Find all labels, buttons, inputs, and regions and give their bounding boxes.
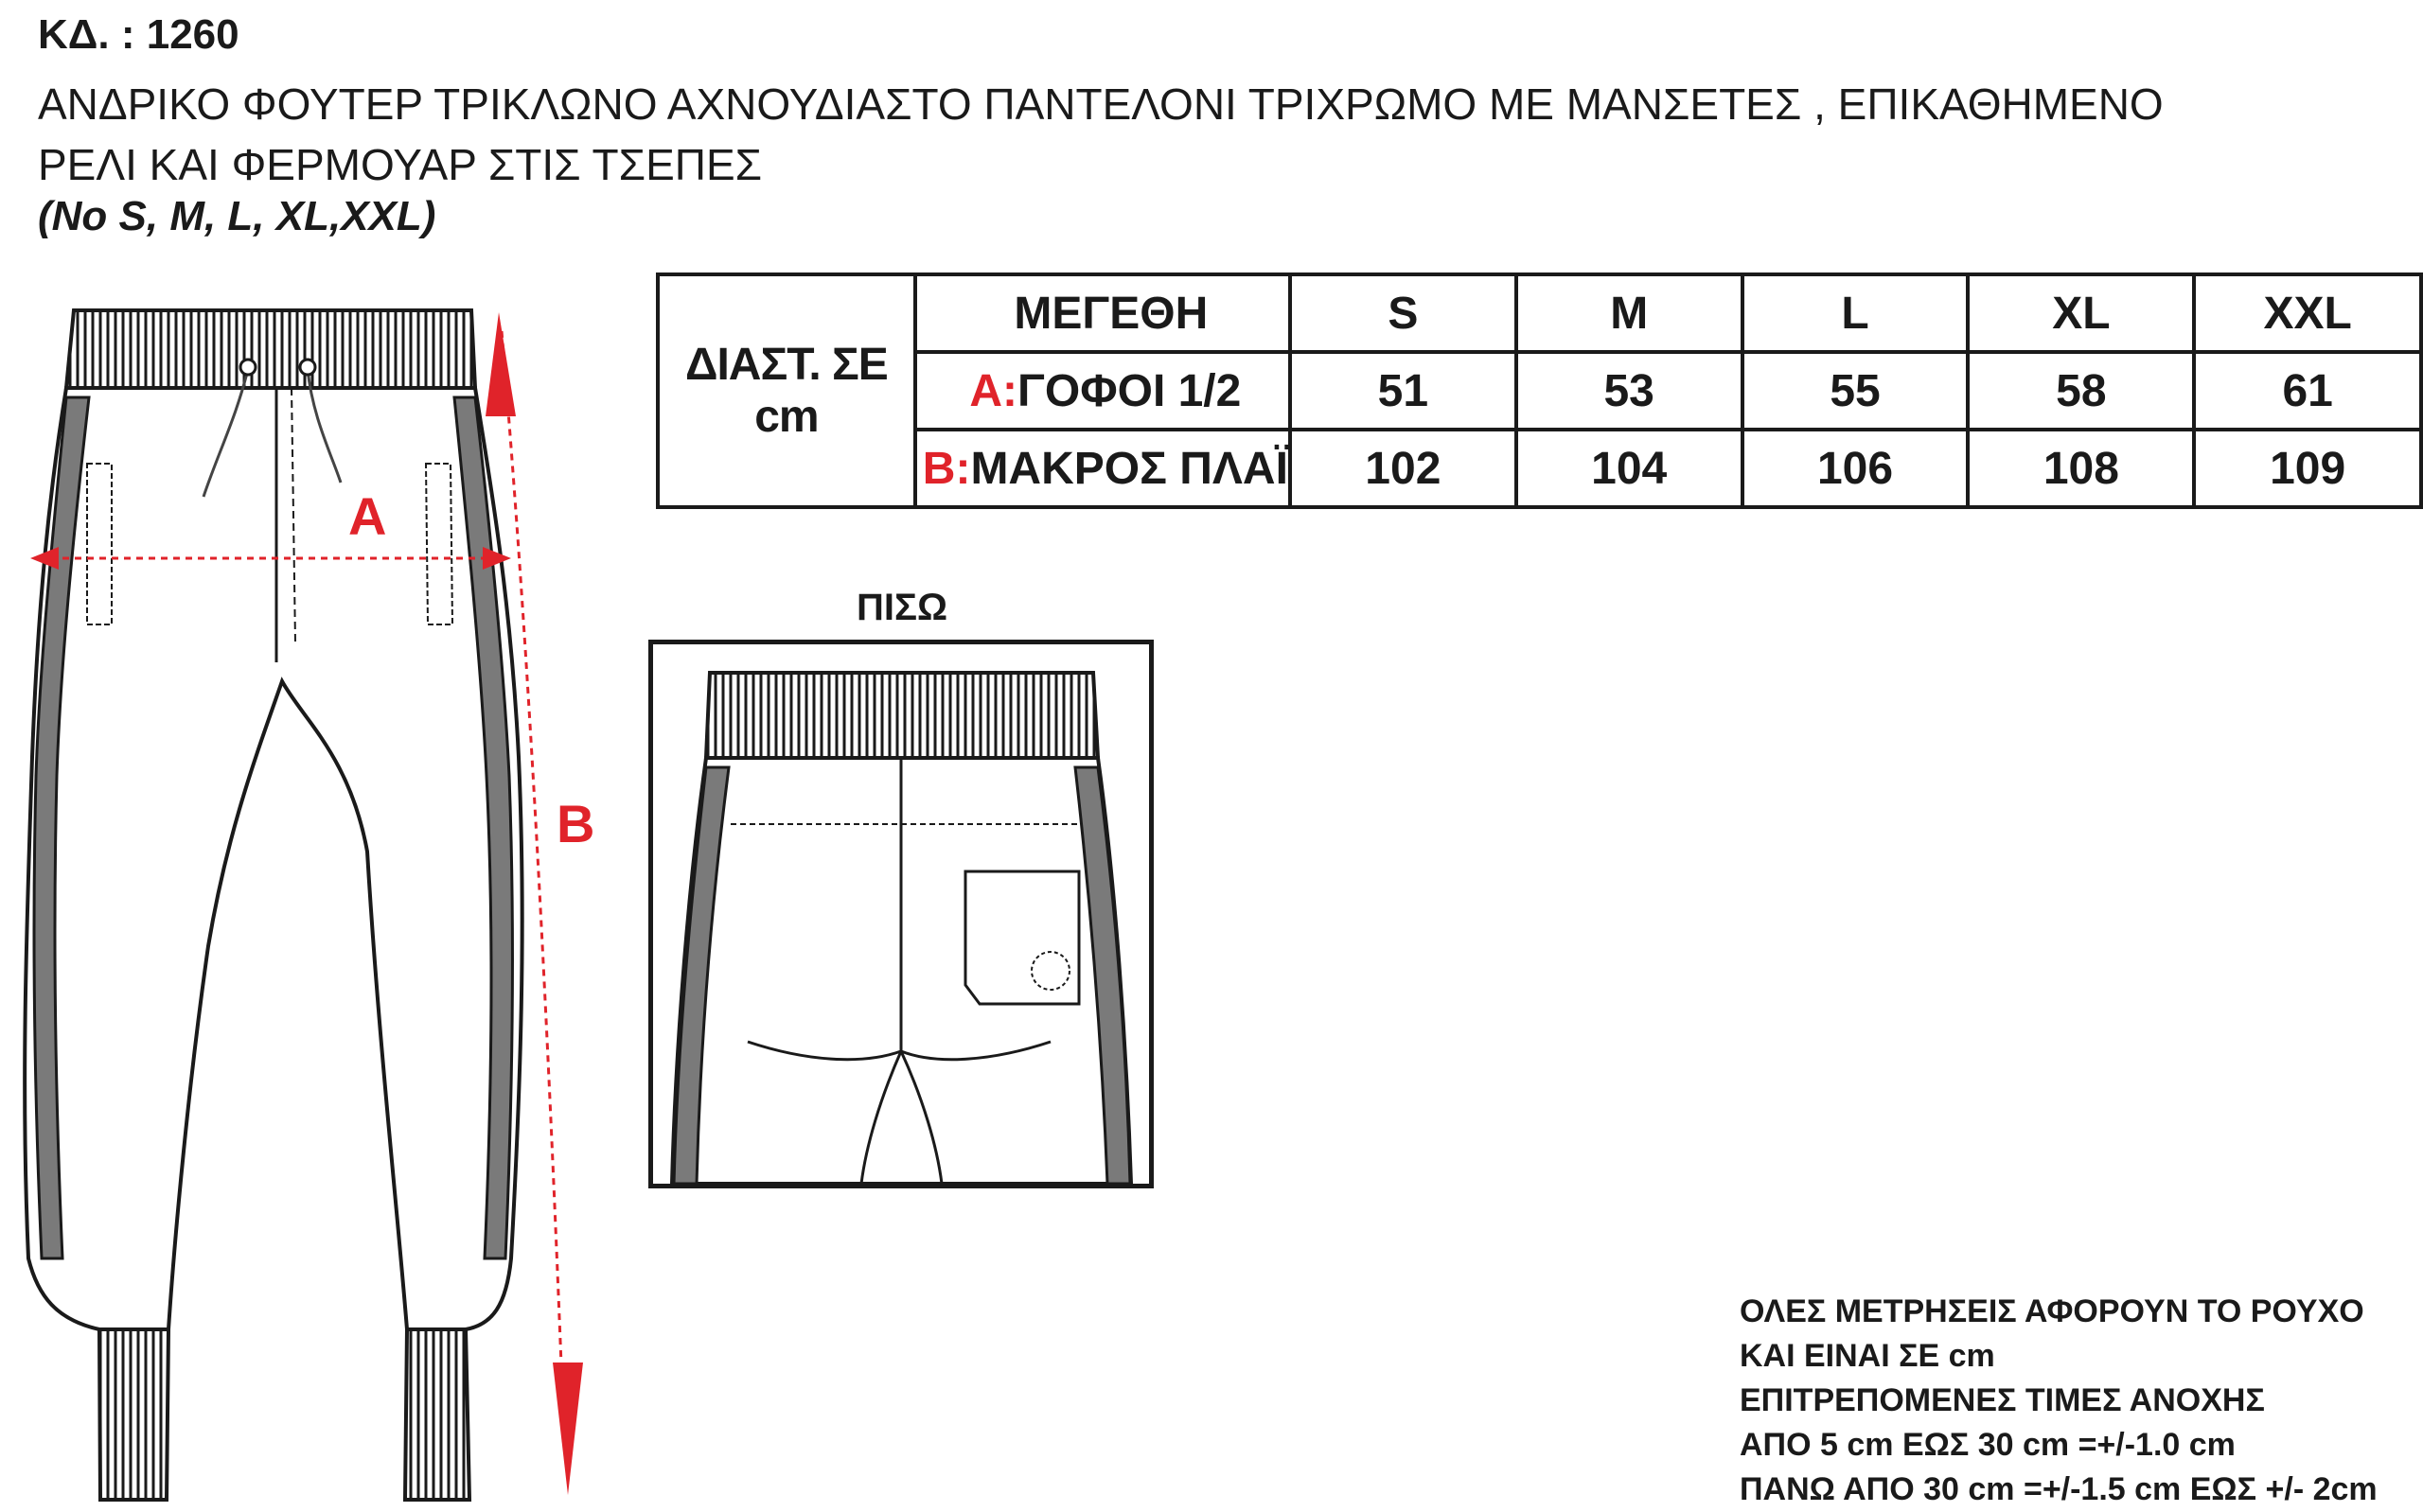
size-header-l: L <box>1742 274 1969 352</box>
size-header-s: S <box>1290 274 1516 352</box>
note-line: ΠΑΝΩ ΑΠΟ 30 cm =+/-1.5 cm ΕΩΣ +/- 2cm <box>1740 1471 2378 1507</box>
front-view-drawing <box>0 284 606 1512</box>
size-header-m: M <box>1516 274 1742 352</box>
back-view-drawing <box>653 644 1149 1184</box>
table-cell: 51 <box>1290 352 1516 430</box>
product-description: ΑΝΔΡΙΚΟ ΦΟΥΤΕΡ ΤΡΙΚΛΩΝΟ ΑΧΝΟΥΔΙΑΣΤΟ ΠΑΝΤΕΛΟΝΙ ΤΡΙΧΡΩΜΟ ΜΕ ΜΑΝΣΕΤΕΣ , ΕΠΙΚΑΘΗΜΕΝΟ ΡΕΛΙ ΚΑΙ ΦΕΡΜΟΥΑΡ ΣΤΙΣ ΤΣΕΠΕΣ <box>38 79 2164 189</box>
back-view-panel <box>648 640 1154 1188</box>
table-cell: 106 <box>1742 430 1969 507</box>
note-line: ΟΛΕΣ ΜΕΤΡΗΣΕΙΣ ΑΦΟΡΟΥΝ ΤΟ ΡΟΥΧΟ <box>1740 1293 2364 1329</box>
row-label-length <box>915 430 1290 507</box>
back-view-title: ΠΙΣΩ <box>857 587 948 628</box>
table-cell: 102 <box>1290 430 1516 507</box>
row-code: A: <box>969 365 1018 416</box>
row-label-text: ΜΑΚΡΟΣ ΠΛΑΪ <box>970 443 1288 494</box>
note-line: ΚΑΙ ΕΙΝΑΙ ΣΕ cm <box>1740 1338 1995 1374</box>
pants-front-outline <box>25 310 522 1500</box>
table-cell: 53 <box>1516 352 1742 430</box>
table-cell: 109 <box>2194 430 2421 507</box>
note-line: ΕΠΙΤΡΕΠΟΜΕΝΕΣ ΤΙΜΕΣ ΑΝΟΧΗΣ <box>1740 1382 2265 1418</box>
size-header-xl: XL <box>1968 274 2194 352</box>
table-cell: 108 <box>1968 430 2194 507</box>
table-cell: 58 <box>1968 352 2194 430</box>
table-row <box>658 430 2421 507</box>
sizes-note: (No S, M, L, XL,XXL) <box>38 193 436 239</box>
sizes-header: ΜΕΓΕΘΗ <box>915 274 1290 352</box>
note-line: ΑΠΟ 5 cm ΕΩΣ 30 cm =+/-1.0 cm <box>1740 1427 2236 1463</box>
label-b: B <box>557 794 595 853</box>
size-header-xxl: XXL <box>2194 274 2421 352</box>
tolerance-notes <box>1740 1290 2378 1512</box>
table-corner-label: ΔΙΑΣΤ. ΣΕ cm <box>658 274 915 507</box>
table-row <box>658 352 2421 430</box>
table-cell: 104 <box>1516 430 1742 507</box>
product-code: ΚΔ. : 1260 <box>38 11 239 58</box>
size-spec-table <box>656 273 2423 509</box>
table-header-row <box>658 274 2421 352</box>
row-label-text: ΓΟΦΟΙ 1/2 <box>1017 365 1242 416</box>
label-a: A <box>348 486 387 546</box>
row-code: B: <box>922 443 971 494</box>
table-cell: 55 <box>1742 352 1969 430</box>
row-label-hips <box>915 352 1290 430</box>
table-cell: 61 <box>2194 352 2421 430</box>
